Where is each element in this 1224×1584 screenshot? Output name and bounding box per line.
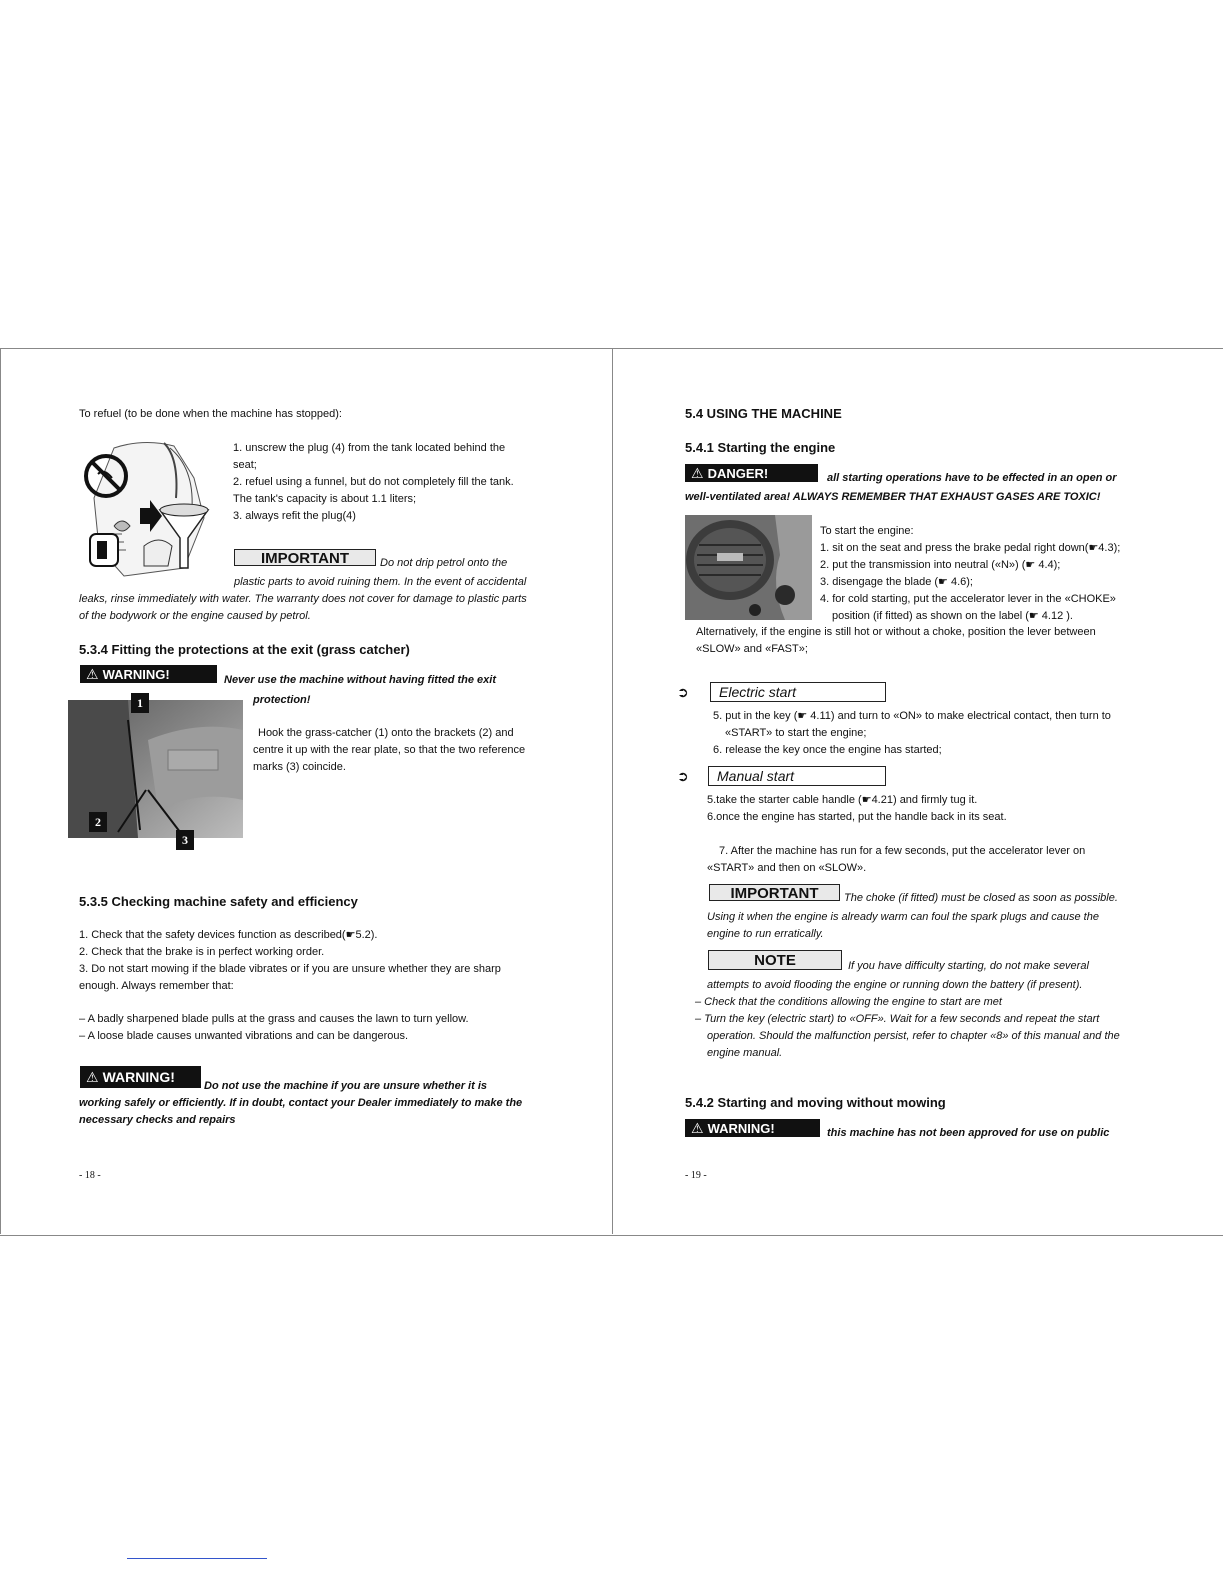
danger-text-first: all starting operations have to be effected in an open or — [827, 472, 1117, 484]
warning-triangle-icon: ⚠ — [86, 666, 99, 682]
catcher-text: Hook the grass-catcher (1) onto the brackets (2) and centre it up with the rear plate, so that the two reference marks (3) coincide. — [253, 727, 526, 773]
warning2-text-rest: working safely or efficiently. If in doubt, contact your Dealer immediately to make the necessary checks and repairs — [79, 1097, 523, 1126]
start-steps — [820, 540, 1140, 625]
danger-text-rest: well-ventilated area! ALWAYS REMEMBER THAT EXHAUST GASES ARE TOXIC! — [685, 491, 1101, 503]
check-item: 1. Check that the safety devices function as described(☛5.2). — [79, 929, 378, 941]
safety-checks — [79, 927, 529, 995]
electric-start-label: Electric start — [710, 682, 886, 702]
warning-badge-right: ⚠ WARNING! — [685, 1119, 820, 1137]
check-item: 3. Do not start mowing if the blade vibrates or if you are unsure whether they are sharp enough. Always remember that: — [79, 963, 501, 992]
blade-notes — [79, 1011, 529, 1045]
start-step: 4. for cold starting, put the accelerator lever in the «CHOKE» position (if fitted) as shown on the label (☛ 4.12 ). — [820, 593, 1116, 622]
step-7-text: 7. After the machine has run for a few seconds, put the accelerator lever on «START» and then on «SLOW». — [707, 845, 1086, 874]
warning-triangle-icon: ⚠ — [691, 1120, 704, 1136]
page-number-left: - 18 - — [79, 1170, 101, 1181]
warning-right-text: this machine has not been approved for use on public — [827, 1127, 1110, 1139]
page-number-right: - 19 - — [685, 1170, 707, 1181]
manual-steps — [707, 792, 1127, 826]
note-rest: attempts to avoid flooding the engine or running down the battery (if present). — [707, 979, 1083, 991]
important-right-first: The choke (if fitted) must be closed as soon as possible. — [844, 892, 1118, 904]
start-step: 1. sit on the seat and press the brake pedal right down(☛4.3); — [820, 542, 1121, 554]
blade-note: – A badly sharpened blade pulls at the grass and causes the lawn to turn yellow. — [79, 1013, 469, 1025]
section-5-4-1-title: 5.4.1 Starting the engine — [685, 440, 836, 455]
section-5-4-title: 5.4 USING THE MACHINE — [685, 406, 842, 421]
arrow-bullet-icon: ➲ — [677, 684, 689, 700]
refuel-step: 1. unscrew the plug (4) from the tank located behind the seat; — [233, 442, 506, 471]
page-divider — [612, 348, 613, 1234]
important-label: IMPORTANT — [234, 549, 376, 566]
engine-photo — [685, 515, 812, 620]
manual-step: 5.take the starter cable handle (☛4.21) and firmly tug it. — [707, 794, 978, 806]
photo-label-2: 2 — [89, 812, 107, 832]
manual-step: 6.once the engine has started, put the handle back in its seat. — [707, 811, 1007, 823]
start-intro: To start the engine: — [820, 525, 914, 537]
check-item: 2. Check that the brake is in perfect working order. — [79, 946, 325, 958]
manual-start-label: Manual start — [708, 766, 886, 786]
refuel-step: 3. always refit the plug(4) — [233, 510, 356, 522]
alternative-text: Alternatively, if the engine is still hot or without a choke, position the lever between «SLOW» and «FAST»; — [696, 626, 1096, 655]
danger-badge: ⚠ DANGER! — [685, 464, 818, 482]
refuel-intro: To refuel (to be done when the machine has stopped): — [79, 408, 342, 420]
section-5-4-2-title: 5.4.2 Starting and moving without mowing — [685, 1095, 946, 1110]
warning-badge: ⚠ WARNING! — [80, 665, 217, 683]
arrow-bullet-icon: ➲ — [677, 768, 689, 784]
electric-steps — [713, 708, 1133, 759]
note-first: If you have difficulty starting, do not make several — [848, 960, 1089, 972]
refuel-illustration — [84, 438, 224, 580]
important-text-rest: plastic parts to avoid ruining them. In the event of accidental leaks, rinse immediately with water. The warranty does not cover for damage to plastic parts of the bodywork or the engine caused by petrol. — [79, 576, 527, 622]
page-edge-left — [0, 348, 1, 1234]
section-5-3-4-title: 5.3.4 Fitting the protections at the exit (grass catcher) — [79, 642, 410, 657]
photo-label-1: 1 — [131, 693, 149, 713]
note-dash: – Check that the conditions allowing the engine to start are met — [695, 996, 1002, 1008]
note-label: NOTE — [708, 950, 842, 970]
electric-step: 5. put in the key (☛ 4.11) and turn to «ON» to make electrical contact, then turn to «START» to start the engine; — [713, 710, 1111, 739]
important-label-right: IMPORTANT — [709, 884, 840, 901]
warning-badge-2: ⚠ WARNING! — [80, 1066, 201, 1088]
warning1-text-rest: protection! — [253, 694, 311, 706]
note-dash: – Turn the key (electric start) to «OFF». Wait for a few seconds and repeat the start operation. Should the malfunction persist, refer to chapter «8» of this manual and the engine manual. — [695, 1013, 1120, 1059]
refuel-steps — [233, 440, 528, 525]
warning-triangle-icon: ⚠ — [86, 1069, 99, 1085]
warning2-text-first: Do not use the machine if you are unsure whether it is — [204, 1080, 487, 1092]
important-text-first: Do not drip petrol onto the — [380, 557, 508, 569]
start-step: 2. put the transmission into neutral («N») (☛ 4.4); — [820, 559, 1061, 571]
blade-note: – A loose blade causes unwanted vibrations and can be dangerous. — [79, 1030, 409, 1042]
start-step: 3. disengage the blade (☛ 4.6); — [820, 576, 973, 588]
refuel-step: 2. refuel using a funnel, but do not completely fill the tank. The tank's capacity is about 1.1 liters; — [233, 476, 514, 505]
warning-triangle-icon: ⚠ — [691, 465, 704, 481]
footer-link-underline — [127, 1558, 267, 1559]
warning1-text-first: Never use the machine without having fitted the exit — [224, 674, 496, 686]
section-5-3-5-title: 5.3.5 Checking machine safety and efficiency — [79, 894, 358, 909]
important-right-rest: Using it when the engine is already warm can foul the spark plugs and cause the engine to run erratically. — [707, 911, 1099, 940]
photo-label-3: 3 — [176, 830, 194, 850]
note-dashes — [695, 994, 1135, 1062]
electric-step: 6. release the key once the engine has started; — [713, 744, 942, 756]
